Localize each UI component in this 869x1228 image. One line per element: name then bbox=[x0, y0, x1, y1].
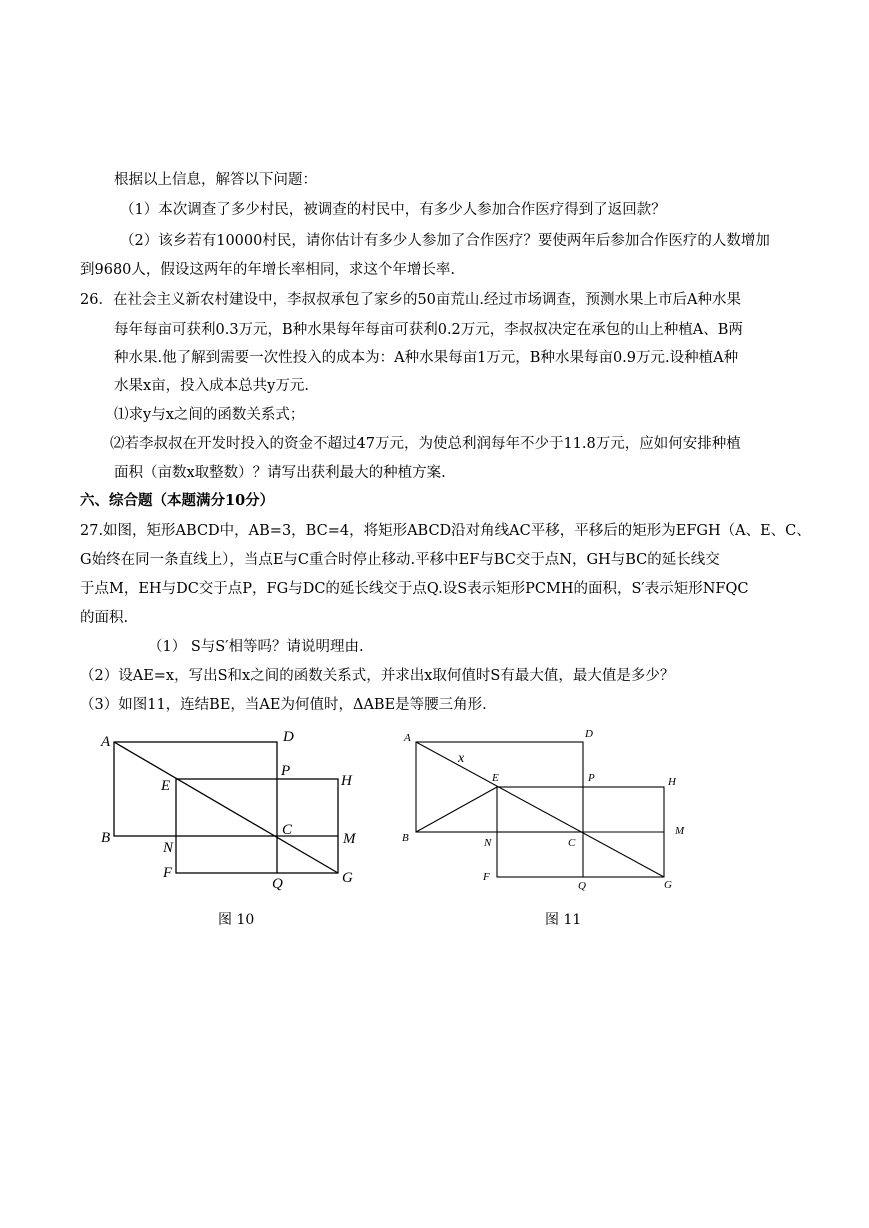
text-line-4: 到9680人，假设这两年的年增长率相同，求这个年增长率. bbox=[80, 262, 456, 278]
label-f-fig11: F bbox=[483, 871, 490, 883]
text-line-9: ⑴求y与x之间的函数关系式； bbox=[114, 407, 305, 423]
text-line-13: 27.如图，矩形ABCD中，AB=3，BC=4，将矩形ABCD沿对角线AC平移，平移后的矩形为EFGH（A、E、C、 bbox=[80, 523, 811, 539]
label-h-fig10: H bbox=[341, 773, 352, 789]
section-heading: 六、综合题（本题满分10分） bbox=[80, 492, 275, 509]
label-h-fig11: H bbox=[668, 776, 676, 788]
figure-11-caption: 图 11 bbox=[545, 912, 582, 928]
text-line-10: ⑵若李叔叔在开发时投入的资金不超过47万元，为使总利润每年不少于11.8万元，应如何安排种植 bbox=[110, 436, 741, 452]
text-line-1: 根据以上信息，解答以下问题： bbox=[114, 172, 317, 188]
label-b-fig11: B bbox=[402, 832, 409, 844]
label-q-fig11: Q bbox=[578, 880, 586, 892]
label-q-fig10: Q bbox=[272, 876, 283, 892]
label-g-fig10: G bbox=[342, 870, 353, 886]
figure-11 bbox=[416, 742, 664, 877]
text-line-3: （2）该乡若有10000村民，请你估计有多少人参加了合作医疗？要使两年后参加合作医疗的人数增加 bbox=[120, 233, 770, 249]
label-n-fig10: N bbox=[163, 840, 174, 856]
label-b-fig10: B bbox=[101, 830, 111, 846]
label-a-fig10: A bbox=[101, 734, 111, 750]
figure-11-labels bbox=[402, 728, 685, 892]
text-line-19: （3）如图11，连结BE，当AE为何值时，ΔABE是等腰三角形. bbox=[80, 697, 487, 713]
label-f-fig10: F bbox=[163, 865, 173, 881]
text-line-17: （1） S与S′相等吗？请说明理由. bbox=[148, 639, 364, 655]
text-line-8: 水果x亩，投入成本总共y万元. bbox=[114, 378, 309, 394]
label-d-fig10: D bbox=[283, 729, 294, 745]
text-line-7: 种水果.他了解到需要一次性投入的成本为：A种水果每亩1万元，B种水果每亩0.9万元.设种植A种 bbox=[114, 350, 739, 366]
text-line-15: 于点M，EH与DC交于点P，FG与DC的延长线交于点Q.设S表示矩形PCMH的面积，S′表示矩形NFQC bbox=[80, 581, 749, 597]
text-line-11: 面积（亩数x取整数）？请写出获利最大的种植方案. bbox=[114, 465, 446, 481]
text-line-16: 的面积. bbox=[80, 610, 129, 626]
label-e-fig11: E bbox=[492, 772, 499, 784]
label-p-fig10: P bbox=[281, 763, 291, 779]
label-n-fig11: N bbox=[484, 837, 492, 849]
text-line-18: （2）设AE=x，写出S和x之间的函数关系式，并求出x取何值时S有最大值，最大值是多少？ bbox=[80, 668, 675, 684]
figure-10 bbox=[114, 742, 338, 873]
figure-10-labels bbox=[100, 729, 357, 892]
diagonal-ag-fig10 bbox=[114, 742, 338, 873]
label-m-fig11: M bbox=[675, 825, 685, 837]
label-e-fig10: E bbox=[161, 778, 171, 794]
text-line-14: G始终在同一条直线上），当点E与C重合时停止移动.平移中EF与BC交于点N，GH与BC的延长线交 bbox=[80, 552, 720, 568]
text-line-5: 26．在社会主义新农村建设中，李叔叔承包了家乡的50亩荒山.经过市场调查，预测水果上市后A种水果 bbox=[80, 292, 741, 308]
label-m-fig10: M bbox=[343, 831, 356, 847]
label-c-fig11: C bbox=[568, 837, 576, 849]
diagonal-ag-fig11 bbox=[416, 742, 664, 877]
label-p-fig11: P bbox=[588, 772, 595, 784]
label-g-fig11: G bbox=[664, 879, 672, 891]
label-d-fig11: D bbox=[585, 728, 593, 740]
label-x-fig11: x bbox=[458, 751, 465, 766]
text-line-6: 每年每亩可获利0.3万元，B种水果每年每亩可获利0.2万元，李叔叔决定在承包的山上种植A、B两 bbox=[114, 322, 743, 338]
label-c-fig10: C bbox=[282, 822, 293, 838]
label-a-fig11: A bbox=[404, 732, 411, 744]
text-line-2: （1）本次调查了多少村民，被调查的村民中，有多少人参加合作医疗得到了返回款？ bbox=[120, 202, 666, 218]
segment-be-fig11 bbox=[416, 787, 497, 832]
figure-10-caption: 图 10 bbox=[218, 912, 255, 928]
